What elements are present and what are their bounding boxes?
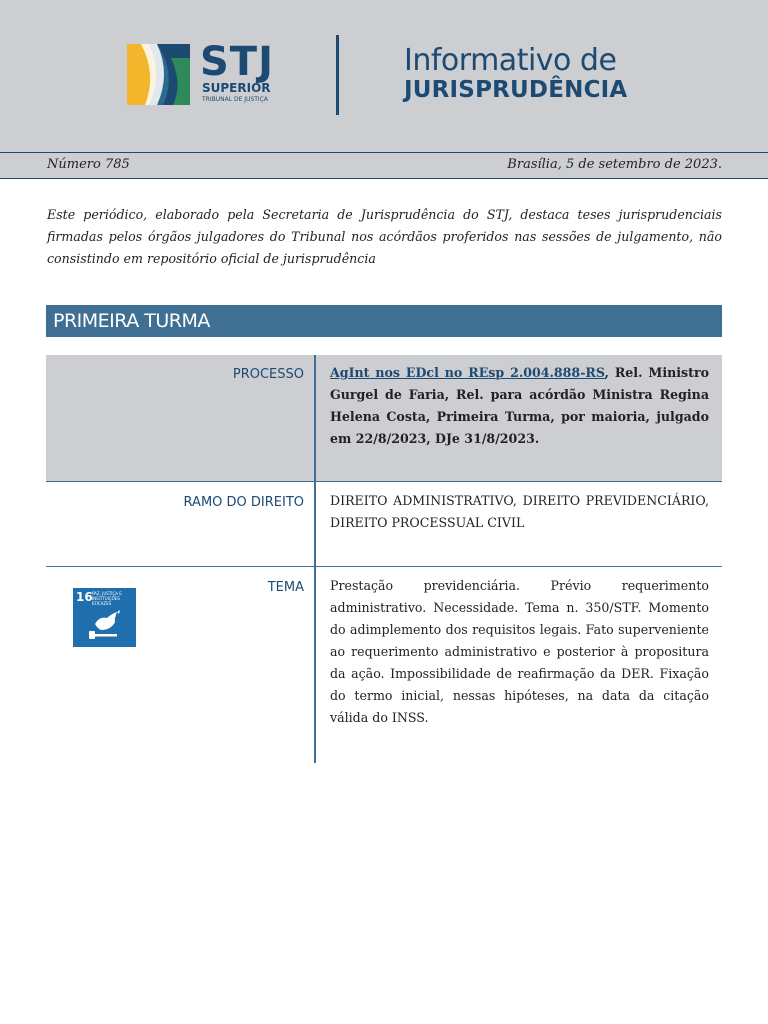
issue-meta-bar: [0, 152, 768, 179]
processo-details: , Rel. Ministro Gurgel de Faria, Rel. para acórdão Ministra Regina Helena Costa, Primeira Turma, por maioria, julgado em 22/8/2023, DJe 31/8/2023.: [330, 365, 709, 446]
intro-paragraph: Este periódico, elaborado pela Secretaria de Jurisprudência do STJ, destaca teses jurisprudenciais firmadas pelos órgãos julgadores do Tribunal nos acórdãos proferidos nas sessões de julgamento, não consistindo em repositório oficial de jurisprudência: [47, 207, 722, 266]
ramo-row: [46, 482, 722, 566]
header-divider: [336, 35, 339, 115]
brand-line2: TRIBUNAL DE JUSTIÇA: [202, 96, 268, 103]
dove-gavel-icon: [87, 606, 125, 644]
processo-row: [46, 355, 722, 481]
stj-logo-icon: [127, 44, 190, 105]
ramo-value: DIREITO ADMINISTRATIVO, DIREITO PREVIDENCIÁRIO, DIREITO PROCESSUAL CIVIL: [330, 493, 709, 530]
section-header: [46, 305, 722, 337]
section-title: PRIMEIRA TURMA: [53, 310, 210, 332]
case-link[interactable]: AgInt nos EDcl no REsp 2.004.888-RS: [330, 365, 605, 380]
sdg-number: 16: [76, 590, 93, 604]
tema-value: Prestação previdenciária. Prévio requerimento administrativo. Necessidade. Tema n. 350/STF. Momento do adimplemento dos requisitos legais. Fato superveniente ao requerimento administrativo e posterior à propositura da ação. Impossibilidade de reafirmação da DER. Fixação do termo inicial, nessas hipóteses, na data da citação válida do INSS.: [330, 578, 709, 725]
ramo-label: RAMO DO DIREITO: [183, 495, 304, 510]
issue-place-date: Brasília, 5 de setembro de 2023.: [507, 157, 722, 172]
issue-number: Número 785: [47, 157, 130, 172]
sdg-16-icon: [73, 588, 136, 647]
processo-label: PROCESSO: [232, 367, 304, 382]
brand-line1: SUPERIOR: [202, 81, 271, 95]
processo-value: [330, 362, 709, 450]
publication-title-line2: JURISPRUDÊNCIA: [404, 77, 628, 103]
tema-label: TEMA: [267, 580, 304, 595]
column-divider: [314, 355, 316, 763]
publication-title-line1: Informativo de: [404, 43, 617, 78]
header-banner: [0, 0, 768, 152]
tema-row: [46, 567, 722, 763]
brand-acronym: STJ: [200, 39, 274, 85]
sdg-label: PAZ, JUSTIÇA E INSTITUIÇÕES EFICAZES: [92, 591, 122, 606]
